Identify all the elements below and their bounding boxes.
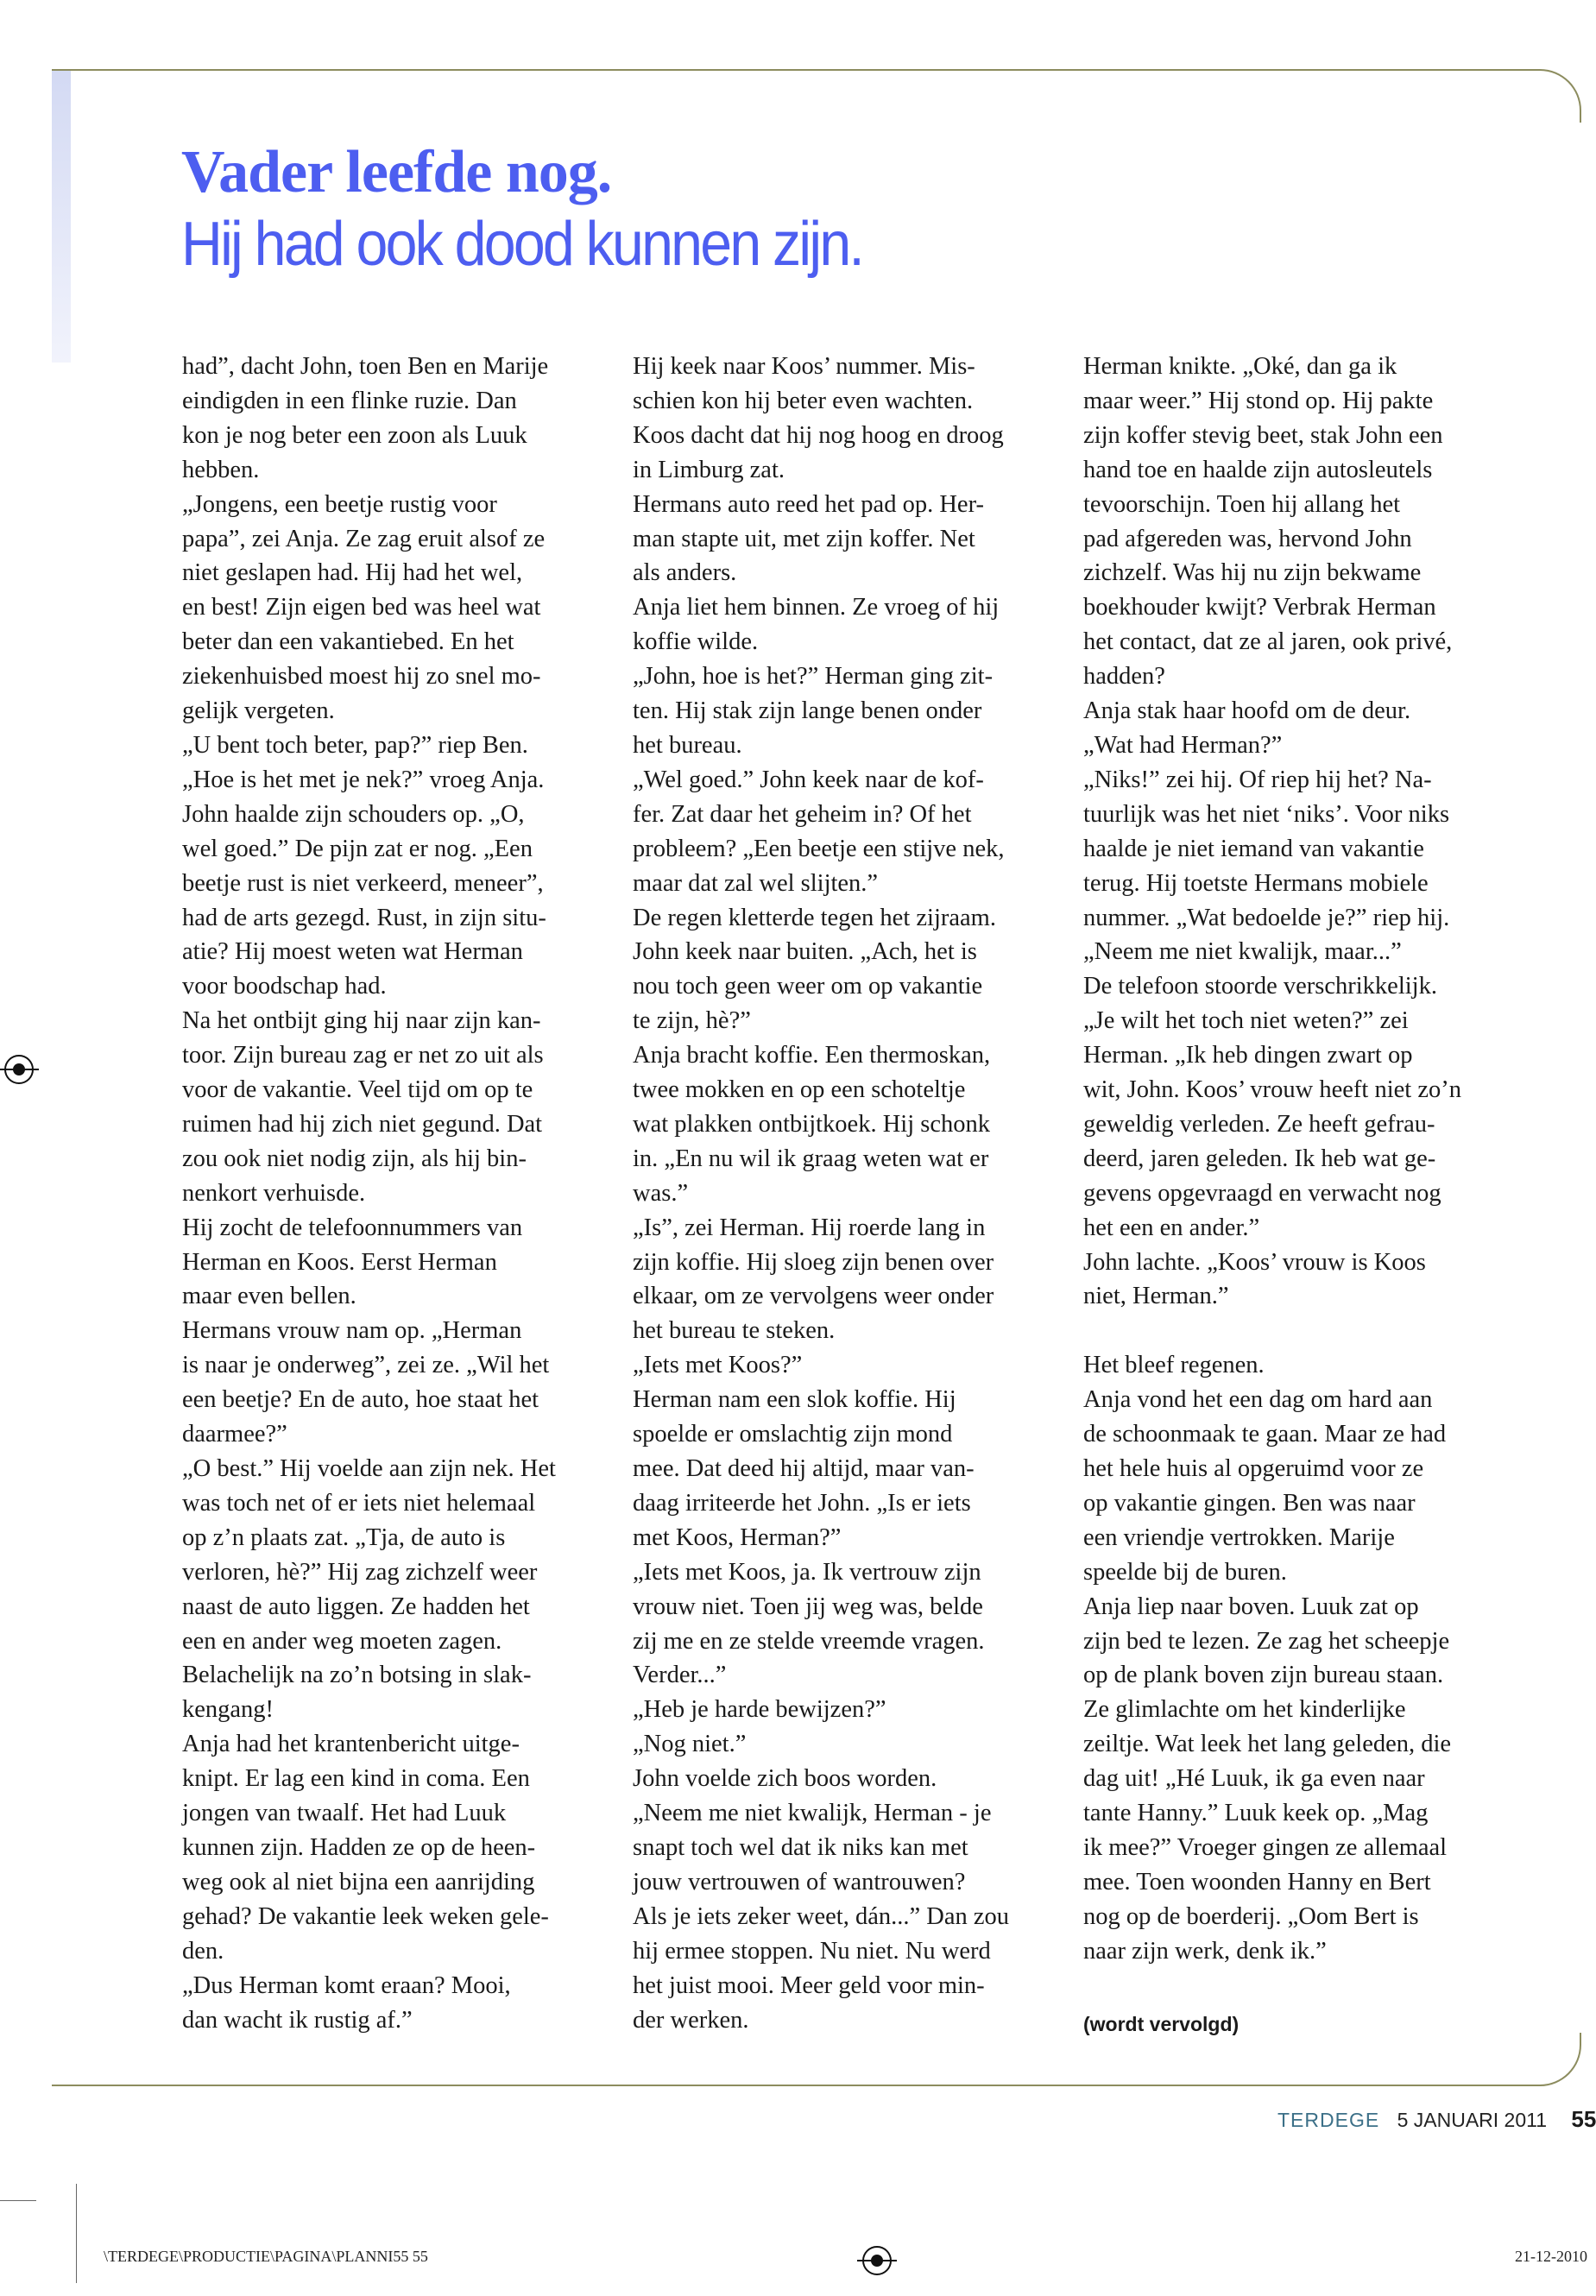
- registration-mark-icon: [4, 1055, 34, 1084]
- crop-mark: [0, 2200, 36, 2201]
- crop-mark: [76, 2184, 77, 2283]
- text-column-1: had”, dacht John, toen Ben en Marije eindigden in een flinke ruzie. Dan kon je nog beter een zoon als Luuk hebben. „Jongens, een beetje rustig voor papa”, zei Anja. Ze zag eruit alsof ze niet geslapen had. Hij had het wel, en best! Zijn eigen bed was heel wat beter dan een vakantiebed. En het ziekenhuisbed moest hij zo snel mo- gelijk vergeten. „U bent toch beter, pap?” riep Ben. „Hoe is het met je nek?” vroeg Anja. John haalde zijn schouders op. „O, wel goed.” De pijn zat er nog. „Een beetje rust is niet verkeerd, meneer”, had de arts gezegd. Rust, in zijn situ- atie? Hij moest weten wat Herman voor boodschap had. Na het ontbijt ging hij naar zijn kan- toor. Zijn bureau zag er net zo uit als voor de vakantie. Veel tijd om op te ruimen had hij zich niet gegund. Dat zou ook niet nodig zijn, als hij bin- nenkort verhuisde. Hij zocht de telefoonnummers van Herman en Koos. Eerst Herman maar even bellen. Hermans vrouw nam op. „Herman is naar je onderweg”, zei ze. „Wil het een beetje? En de auto, hoe staat het daarmee?” „O best.” Hij voelde aan zijn nek. Het was toch net of er iets niet helemaal op z’n plaats zat. „Tja, de auto is verloren, hè?” Hij zag zichzelf weer naast de auto liggen. Ze hadden het een en ander weg moeten zagen. Belachelijk na zo’n botsing in slak- kengang! Anja had het krantenbericht uitge- knipt. Er lag een kind in coma. Een jongen van twaalf. Het had Luuk kunnen zijn. Hadden ze op de heen- weg ook al niet bijna een aanrijding gehad? De vakantie leek weken gele- den. „Dus Herman komt eraan? Mooi, dan wacht ik rustig af.”: [182, 353, 556, 2034]
- article-subtitle: Hij had ook dood kunnen zijn.: [181, 210, 863, 279]
- page-number: 55: [1571, 2106, 1596, 2132]
- print-slug-date: 21-12-2010: [1515, 2248, 1587, 2265]
- text-column-2: Hij keek naar Koos’ nummer. Mis- schien kon hij beter even wachten. Koos dacht dat hij nog hoog en droog in Limburg zat. Hermans auto reed het pad op. Her- man stapte uit, met zijn koffer. Net als anders. Anja liet hem binnen. Ze vroeg of hij koffie wilde. „John, hoe is het?” Herman ging zit- ten. Hij stak zijn lange benen onder het bureau. „Wel goed.” John keek naar de kof- fer. Zat daar het geheim in? Of het probleem? „Een beetje een stijve nek, maar dat zal wel slijten.” De regen kletterde tegen het zijraam. John keek naar buiten. „Ach, het is nou toch geen weer om op vakantie te zijn, hè?” Anja bracht koffie. Een thermoskan, twee mokken en op een schoteltje wat plakken ontbijtkoek. Hij schonk in. „En nu wil ik graag weten wat er was.” „Is”, zei Herman. Hij roerde lang in zijn koffie. Hij sloeg zijn benen over elkaar, om ze vervolgens weer onder het bureau te steken. „Iets met Koos?” Herman nam een slok koffie. Hij spoelde er omslachtig zijn mond mee. Dat deed hij altijd, maar van- daag irriteerde het John. „Is er iets met Koos, Herman?” „Iets met Koos, ja. Ik vertrouw zijn vrouw niet. Toen jij weg was, belde zij me en ze stelde vreemde vragen. Verder...” „Heb je harde bewijzen?” „Nog niet.” John voelde zich boos worden. „Neem me niet kwalijk, Herman - je snapt toch wel dat ik niks kan met jouw vertrouwen of wantrouwen? Als je iets zeker weet, dán...” Dan zou hij ermee stoppen. Nu niet. Nu werd het juist mooi. Meer geld voor min- der werken.: [633, 353, 1010, 2034]
- print-slug-path: \TERDEGE\PRODUCTIE\PAGINA\PLANNI55 55: [104, 2248, 428, 2265]
- page-footer: [1277, 2106, 1596, 2133]
- registration-mark-icon: [862, 2246, 892, 2275]
- article-title: Vader leefde nog.: [181, 139, 612, 205]
- magazine-name: TERDEGE: [1277, 2109, 1380, 2131]
- page-frame-top: [52, 69, 1581, 123]
- text-column-3: Herman knikte. „Oké, dan ga ik maar weer.” Hij stond op. Hij pakte zijn koffer stevig beet, stak John een hand toe en haalde zijn autosleutels tevoorschijn. Toen hij allang het pad afgereden was, hervond John zichzelf. Was hij nu zijn bekwame boekhouder kwijt? Verbrak Herman het contact, dat ze al jaren, ook privé, hadden? Anja stak haar hoofd om de deur. „Wat had Herman?” „Niks!” zei hij. Of riep hij het? Na- tuurlijk was het niet ‘niks’. Voor niks haalde je niet iemand van vakantie terug. Hij toetste Hermans mobiele nummer. „Wat bedoelde je?” riep hij. „Neem me niet kwalijk, maar...” De telefoon stoorde verschrikkelijk. „Je wilt het toch niet weten?” zei Herman. „Ik heb dingen zwart op wit, John. Koos’ vrouw heeft niet zo’n geweldig verleden. Ze heeft gefrau- deerd, jaren geleden. Ik heb wat ge- gevens opgevraagd en verwacht nog het een en ander.” John lachte. „Koos’ vrouw is Koos niet, Herman.” Het bleef regenen. Anja vond het een dag om hard aan de schoonmaak te gaan. Maar ze had het hele huis al opgeruimd voor ze op vakantie gingen. Ben was naar een vriendje vertrokken. Marije speelde bij de buren. Anja liep naar boven. Luuk zat op zijn bed te lezen. Ze zag het scheepje op de plank boven zijn bureau staan. Ze glimlachte om het kinderlijke zeiltje. Wat leek het lang geleden, die dag uit! „Hé Luuk, ik ga even naar tante Hanny.” Luuk keek op. „Mag ik mee?” Vroeger gingen ze allemaal mee. Toen woonden Hanny en Bert nog op de boerderij. „Oom Bert is naar zijn werk, denk ik.”: [1083, 353, 1461, 1965]
- issue-date: 5 JANUARI 2011: [1397, 2109, 1548, 2131]
- page-frame-bottom: [52, 2033, 1581, 2086]
- to-be-continued: (wordt vervolgd): [1083, 2013, 1240, 2035]
